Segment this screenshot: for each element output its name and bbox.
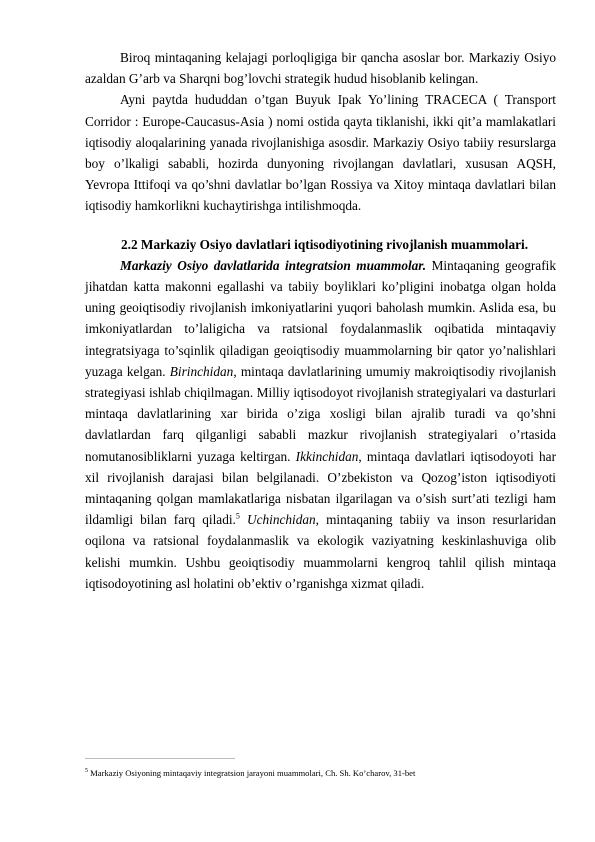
footnote-text: Markaziy Osiyoning mintaqaviy integratsion jarayoni muammolari, Ch. Sh. Ko’charov, 31-bet bbox=[88, 768, 416, 778]
footnote-reference[interactable]: 5 bbox=[235, 511, 240, 521]
body-text bbox=[85, 47, 556, 594]
third-point-marker: Uchinchidan bbox=[246, 512, 316, 528]
paragraph-text-part-2: , mintaqa davlatlarining umumiy makroiqtisodiy rivojlanish strategiyasi ishlab chiqilmagan. Milliy iqtisodoyot rivojlanish strategiyalari va dasturlari mintaqa davlatlarining xar birida o’ziga xosligi bilan ajralib turadi va qo’shni davlatlardan farq qilganligi sababli mazkur rivojlanish strategiyalari o’rtasida nomutanosibliklarni yuzaga keltirgan. bbox=[85, 363, 556, 464]
second-point-marker: Ikkinchidan bbox=[295, 448, 359, 464]
footnote bbox=[85, 768, 556, 779]
paragraph-text-part-3: , mintaqa davlatlari iqtisodoyoti har xil rivojlanish darajasi bilan belgilanadi. O’zbekiston va Qozog’iston iqtisodiyoti mintaqaning qolgan mamlakatlariga nisbatan ilgarilagan va o’sish surt’ati tezligi ham ildamligi bilan farq qiladi. bbox=[85, 448, 556, 528]
paragraph-text-part-1: Mintaqaning geografik jihatdan katta makonni egallashi va tabiiy boyliklari ko’pligini inobatga olgan holda uning geoiqtisodiy rivojlanish imkoniyatlarini yuqori baholash mumkin. Aslida esa, bu imkoniyatlardan to’laligicha va ratsional foydalanmaslik oqibatida mintaqaviy integratsiyaga to’sqinlik qiladigan geoiqtisodiy muammolarning bir qator yo’nalishlari yuzaga kelgan. bbox=[85, 257, 556, 379]
section-gap bbox=[85, 217, 556, 234]
footnote-divider bbox=[85, 758, 235, 759]
paragraph-traceca: Ayni paytda hududdan o’tgan Buyuk Ipak Yo’lining TRACECA ( Transport Corridor : Europe-Caucasus-Asia ) nomi ostida qayta tiklanishi, ikki qit’a mamlakatlari iqtisodiy aloqalarining yanada rivojlanishiga asosdir. Markaziy Osiyo tabiiy resurslarga boy o’lkaligi sababli, hozirda dunyoning rivojlangan davlatlari, xususan AQSH, Yevropa Ittifoqi va qo’shni davlatlar bo’lgan Rossiya va Xitoy mintaqa davlatlari bilan iqtisodiy hamkorlikni kuchaytirishga intilishmoqda. bbox=[85, 92, 556, 214]
paragraph-text-part-4: , mintaqaning tabiiy va inson resurlaridan oqilona va ratsional foydalanmaslik va ekologik vaziyatning keskinlashuviga olib kelishi mumkin. Ushbu geoiqtisodiy muammolarni kengroq tahlil qilish mintaqa iqtisodoyotining asl holatini ob’ektiv o’rganishga xizmat qiladi. bbox=[85, 512, 557, 591]
paragraph-intro: Biroq mintaqaning kelajagi porloqligiga bir qancha asoslar bor. Markaziy Osiyo azaldan G’arb va Sharqni bog’lovchi strategik hudud hisoblanib kelingan. bbox=[85, 50, 556, 87]
first-point-marker: Birinchidan bbox=[169, 363, 234, 379]
section-heading: 2.2 Markaziy Osiyo davlatlari iqtisodiyotining rivojlanish muammolari. bbox=[120, 236, 529, 252]
paragraph-lead: Markaziy Osiyo davlatlarida integratsion muammolar. bbox=[120, 257, 427, 273]
paragraph-integration-problems bbox=[85, 255, 556, 594]
footnote-marker: 5 bbox=[85, 768, 88, 775]
